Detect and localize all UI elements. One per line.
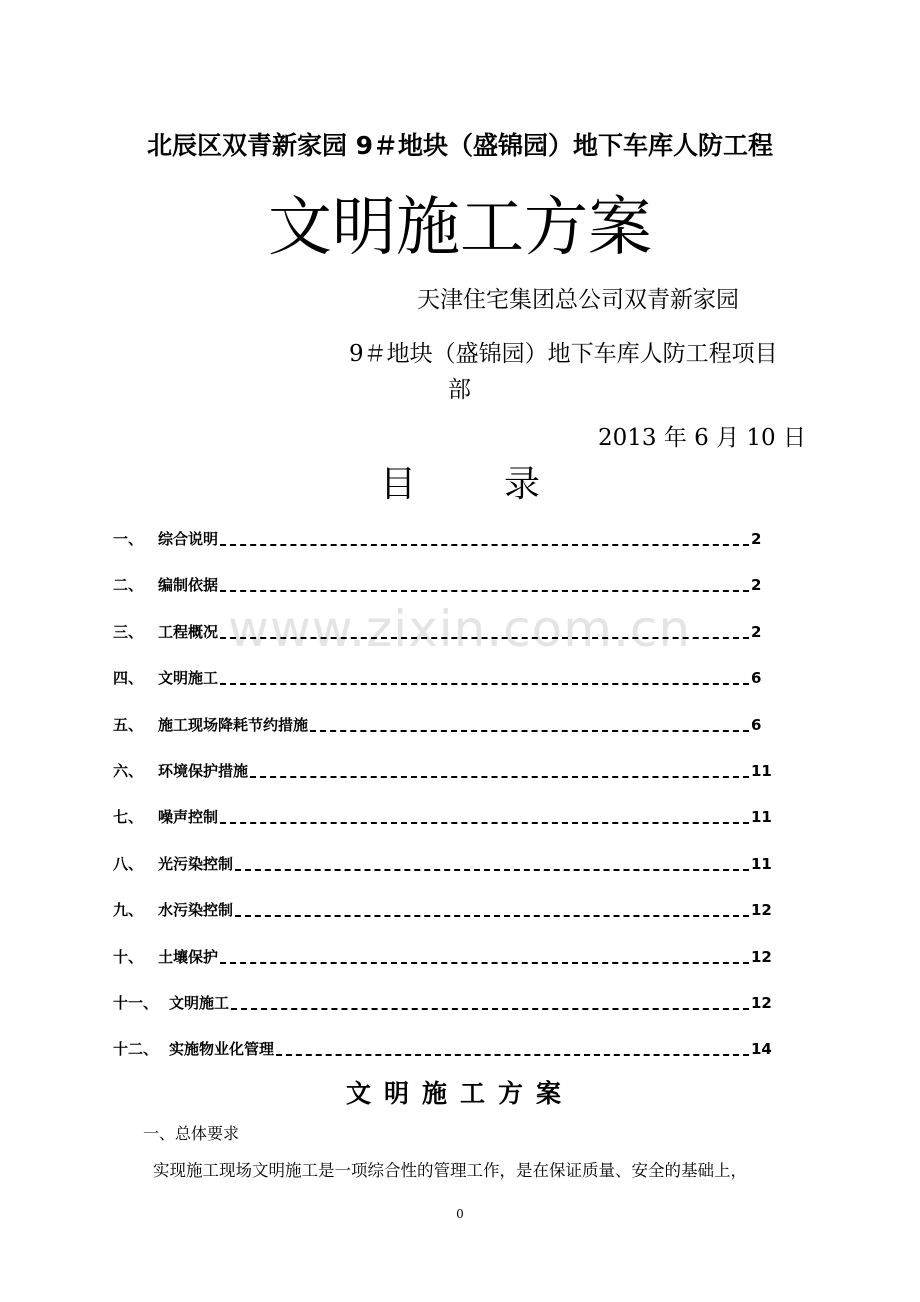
toc-entry[interactable]	[113, 570, 773, 616]
toc-entry-leader	[235, 869, 749, 871]
toc-entry-label: 文明施工	[158, 669, 219, 688]
toc-entry-label: 光污染控制	[158, 854, 234, 873]
toc-entry-page: 11	[751, 854, 772, 873]
project-title: 北辰区双青新家园 9＃地块（盛锦园）地下车库人防工程	[146, 131, 774, 160]
toc-entry-label: 水污染控制	[158, 901, 234, 920]
body-paragraph: 实现施工现场文明施工是一项综合性的管理工作，是在保证质量、安全的基础上，	[153, 1161, 747, 1180]
toc-entry-leader	[235, 915, 749, 917]
toc-entry-leader	[231, 1008, 749, 1010]
toc-entry-label: 施工现场降耗节约措施	[158, 715, 309, 734]
toc-entry-page: 12	[751, 947, 772, 966]
toc-entry[interactable]	[113, 895, 773, 941]
toc-entry-page: 11	[751, 761, 772, 780]
toc-entry-page: 14	[751, 1040, 772, 1059]
toc-entry-label: 文明施工	[169, 993, 230, 1012]
toc-entry[interactable]	[113, 617, 773, 663]
toc-entry[interactable]	[113, 802, 773, 848]
toc-entry-leader	[276, 1054, 749, 1056]
toc-entry[interactable]	[113, 988, 773, 1034]
toc-entry-leader	[310, 730, 749, 732]
organization-line-2: 9＃地块（盛锦园）地下车库人防工程项目	[349, 341, 778, 367]
toc-entry-page: 2	[751, 622, 762, 641]
toc-heading-part2: 录	[504, 464, 541, 505]
toc-entry[interactable]	[113, 663, 773, 709]
toc-entry-label: 综合说明	[158, 530, 219, 548]
toc-entry-number: 四、	[113, 669, 144, 688]
toc-entry-label: 噪声控制	[158, 808, 219, 827]
toc-entry-leader	[220, 962, 749, 964]
toc-entry-number: 五、	[113, 715, 144, 734]
toc-heading	[0, 463, 920, 507]
toc-entry-page: 2	[751, 530, 762, 548]
toc-entry-leader	[220, 637, 749, 639]
toc-entry-number: 十一、	[113, 993, 159, 1012]
toc-entry-number: 六、	[113, 761, 144, 780]
toc-entry-number: 九、	[113, 901, 144, 920]
toc-entry-page: 12	[751, 993, 772, 1012]
document-date: 2013 年 6 月 10 日	[598, 425, 806, 451]
toc-entry-page: 2	[751, 576, 762, 595]
toc-entry-label: 土壤保护	[158, 947, 219, 966]
toc-list	[113, 524, 773, 1081]
section-heading: 一、总体要求	[143, 1124, 240, 1143]
organization-line-1: 天津住宅集团总公司双青新家园	[417, 287, 739, 313]
toc-heading-part1: 目	[379, 464, 416, 505]
watermark: www.zixin.com.cn	[228, 600, 692, 658]
toc-entry-page: 6	[751, 669, 762, 688]
toc-entry[interactable]	[113, 524, 773, 570]
toc-entry-number: 七、	[113, 808, 144, 827]
toc-entry-leader	[220, 683, 749, 685]
toc-entry-number: 八、	[113, 854, 144, 873]
body-heading: 文明施工方案	[345, 1079, 574, 1108]
page-number: 0	[456, 1207, 464, 1221]
toc-entry-label: 实施物业化管理	[169, 1040, 275, 1059]
toc-entry-page: 6	[751, 715, 762, 734]
toc-entry-number: 二、	[113, 576, 144, 595]
toc-entry-leader	[220, 822, 749, 824]
toc-entry[interactable]	[113, 710, 773, 756]
toc-entry-leader	[250, 776, 749, 778]
toc-entry-number: 一、	[113, 530, 144, 548]
main-title: 文明施工方案	[268, 191, 652, 265]
toc-entry-leader	[220, 544, 749, 546]
toc-entry[interactable]	[113, 756, 773, 802]
toc-entry-page: 12	[751, 901, 772, 920]
toc-entry-label: 编制依据	[158, 576, 219, 595]
toc-entry-label: 工程概况	[158, 622, 219, 641]
organization-line-3: 部	[448, 377, 471, 403]
toc-entry-number: 三、	[113, 622, 144, 641]
toc-entry-page: 11	[751, 808, 772, 827]
toc-entry-leader	[220, 590, 749, 592]
toc-entry-label: 环境保护措施	[158, 761, 249, 780]
toc-entry[interactable]	[113, 849, 773, 895]
toc-entry-number: 十、	[113, 947, 144, 966]
toc-entry-number: 十二、	[113, 1040, 159, 1059]
toc-entry[interactable]	[113, 942, 773, 988]
